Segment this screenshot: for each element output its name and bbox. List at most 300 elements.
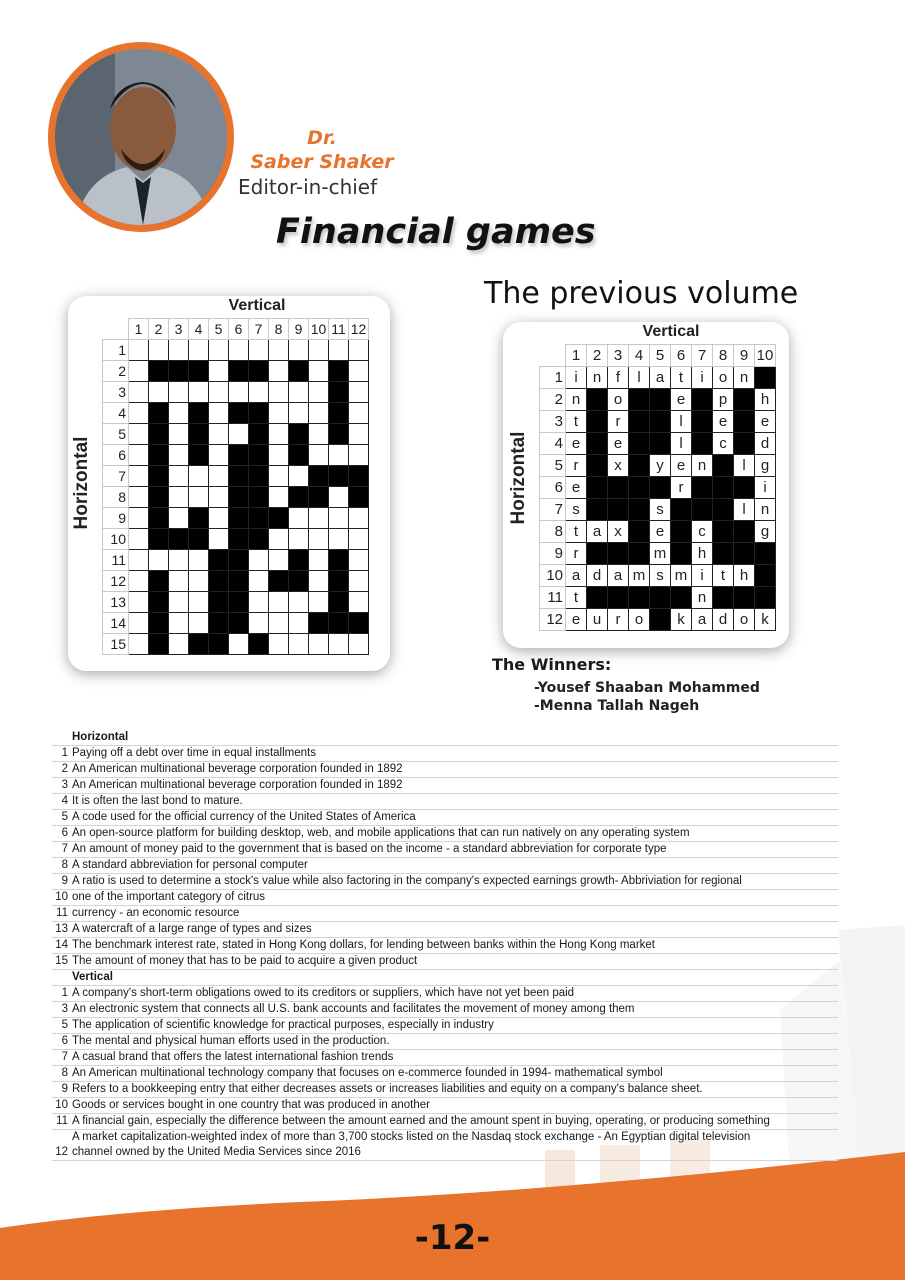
black-cell <box>671 521 692 543</box>
clue-number: 8 <box>61 859 68 871</box>
white-cell <box>169 445 189 466</box>
clue-text: The application of scientific knowledge for practical purposes, especially in industry <box>72 1019 494 1031</box>
black-cell <box>629 587 650 609</box>
clue-text: An electronic system that connects all U.S. bank accounts and facilitates the movement of money among them <box>72 1003 635 1015</box>
white-cell <box>309 403 329 424</box>
row-header: 9 <box>103 508 129 529</box>
black-cell <box>309 613 329 634</box>
column-header: 6 <box>671 345 692 367</box>
black-cell <box>229 613 249 634</box>
row-header: 11 <box>540 587 566 609</box>
clue-number: 8 <box>61 1067 68 1079</box>
white-cell <box>209 508 229 529</box>
white-cell <box>189 613 209 634</box>
clue-number: 9 <box>61 1083 68 1095</box>
black-cell <box>329 571 349 592</box>
black-cell <box>734 477 755 499</box>
black-cell <box>249 361 269 382</box>
letter-cell: c <box>713 433 734 455</box>
letter-cell: l <box>629 367 650 389</box>
row-header: 1 <box>540 367 566 389</box>
letter-cell: n <box>692 587 713 609</box>
white-cell <box>269 592 289 613</box>
black-cell <box>209 613 229 634</box>
clue-text: Refers to a bookkeeping entry that either decreases assets or increases liabilities and equity on a company's balance sheet. <box>72 1083 703 1095</box>
white-cell <box>229 382 249 403</box>
white-cell <box>329 445 349 466</box>
column-header: 4 <box>189 319 209 340</box>
letter-cell: s <box>650 565 671 587</box>
black-cell <box>734 389 755 411</box>
white-cell <box>189 592 209 613</box>
black-cell <box>229 361 249 382</box>
letter-cell: i <box>692 367 713 389</box>
black-cell <box>692 477 713 499</box>
white-cell <box>149 382 169 403</box>
letter-cell: l <box>671 411 692 433</box>
clue-number: 12 <box>55 1146 68 1158</box>
letter-cell: t <box>566 411 587 433</box>
letter-cell: e <box>713 411 734 433</box>
black-cell <box>329 550 349 571</box>
white-cell <box>169 592 189 613</box>
row-header: 2 <box>103 361 129 382</box>
clue-number: 2 <box>61 763 68 775</box>
black-cell <box>289 571 309 592</box>
white-cell <box>309 382 329 403</box>
white-cell <box>309 508 329 529</box>
white-cell <box>349 382 369 403</box>
clue-row <box>52 1066 838 1082</box>
white-cell <box>309 340 329 361</box>
white-cell <box>149 340 169 361</box>
vertical-clues <box>52 986 838 1161</box>
black-cell <box>349 613 369 634</box>
white-cell <box>289 466 309 487</box>
black-cell <box>169 529 189 550</box>
clue-row <box>52 938 838 954</box>
black-cell <box>149 424 169 445</box>
grid-corner <box>103 319 129 340</box>
white-cell <box>169 340 189 361</box>
black-cell <box>149 634 169 655</box>
column-header: 6 <box>229 319 249 340</box>
black-cell <box>755 565 776 587</box>
white-cell <box>309 550 329 571</box>
white-cell <box>309 592 329 613</box>
row-header: 10 <box>540 565 566 587</box>
black-cell <box>629 521 650 543</box>
footer-wave <box>0 1140 905 1280</box>
clue-heading-row <box>52 970 838 986</box>
white-cell <box>269 361 289 382</box>
horizontal-clues <box>52 746 838 970</box>
black-cell <box>189 634 209 655</box>
black-cell <box>629 477 650 499</box>
row-header: 3 <box>103 382 129 403</box>
clue-number: 6 <box>61 1035 68 1047</box>
black-cell <box>587 455 608 477</box>
white-cell <box>269 382 289 403</box>
letter-cell: t <box>713 565 734 587</box>
winner-name: -Menna Tallah Nageh <box>534 698 700 714</box>
black-cell <box>249 424 269 445</box>
black-cell <box>755 367 776 389</box>
letter-cell: u <box>587 609 608 631</box>
row-header: 7 <box>103 466 129 487</box>
clue-text: An American multinational technology company that focuses on e-commerce founded in 1994- mathematical symbol <box>72 1067 663 1079</box>
letter-cell: c <box>692 521 713 543</box>
black-cell <box>329 382 349 403</box>
black-cell <box>329 361 349 382</box>
black-cell <box>229 550 249 571</box>
white-cell <box>349 361 369 382</box>
white-cell <box>189 487 209 508</box>
black-cell <box>629 499 650 521</box>
editor-role: Editor-in-chief <box>238 175 378 199</box>
white-cell <box>169 487 189 508</box>
white-cell <box>129 613 149 634</box>
black-cell <box>650 389 671 411</box>
black-cell <box>149 403 169 424</box>
column-header: 2 <box>149 319 169 340</box>
black-cell <box>249 445 269 466</box>
black-cell <box>189 529 209 550</box>
black-cell <box>713 499 734 521</box>
letter-cell: t <box>566 521 587 543</box>
column-header: 12 <box>349 319 369 340</box>
letter-cell: x <box>608 521 629 543</box>
clue-row <box>52 1098 838 1114</box>
black-cell <box>734 543 755 565</box>
black-cell <box>629 543 650 565</box>
black-cell <box>608 543 629 565</box>
black-cell <box>289 361 309 382</box>
letter-cell: g <box>755 455 776 477</box>
letter-cell: e <box>755 411 776 433</box>
black-cell <box>671 587 692 609</box>
white-cell <box>289 613 309 634</box>
black-cell <box>229 445 249 466</box>
previous-crossword-grid <box>539 344 776 631</box>
clue-text: A standard abbreviation for personal computer <box>72 859 308 871</box>
letter-cell: l <box>734 455 755 477</box>
column-header: 5 <box>209 319 229 340</box>
clue-number: 1 <box>61 987 68 999</box>
clue-number: 10 <box>55 1099 68 1111</box>
white-cell <box>289 403 309 424</box>
row-header: 13 <box>103 592 129 613</box>
clue-row <box>52 1114 838 1130</box>
white-cell <box>349 403 369 424</box>
clue-text: Goods or services bought in one country that was produced in another <box>72 1099 430 1111</box>
clue-row <box>52 922 838 938</box>
clue-row <box>52 954 838 970</box>
grid-corner <box>540 345 566 367</box>
letter-cell: e <box>608 433 629 455</box>
winner-name: -Yousef Shaaban Mohammed <box>534 680 760 696</box>
white-cell <box>349 550 369 571</box>
letter-cell: e <box>650 521 671 543</box>
clue-number: 3 <box>61 1003 68 1015</box>
row-header: 15 <box>103 634 129 655</box>
white-cell <box>349 340 369 361</box>
letter-cell: m <box>650 543 671 565</box>
white-cell <box>329 508 349 529</box>
editor-avatar <box>48 42 234 232</box>
black-cell <box>189 508 209 529</box>
clue-number: 15 <box>55 955 68 967</box>
page-number: -12- <box>414 1218 491 1258</box>
letter-cell: n <box>692 455 713 477</box>
letter-cell: d <box>587 565 608 587</box>
winners-title: The Winners: <box>492 655 612 674</box>
white-cell <box>309 361 329 382</box>
white-cell <box>349 445 369 466</box>
letter-cell: l <box>734 499 755 521</box>
white-cell <box>309 571 329 592</box>
white-cell <box>129 361 149 382</box>
clue-row <box>52 794 838 810</box>
letter-cell: i <box>566 367 587 389</box>
column-header: 7 <box>249 319 269 340</box>
black-cell <box>629 433 650 455</box>
black-cell <box>587 433 608 455</box>
letter-cell: e <box>566 477 587 499</box>
clue-row <box>52 746 838 762</box>
white-cell <box>129 529 149 550</box>
white-cell <box>269 487 289 508</box>
black-cell <box>349 487 369 508</box>
column-header: 10 <box>755 345 776 367</box>
black-cell <box>289 424 309 445</box>
clue-number: 9 <box>61 875 68 887</box>
column-header: 10 <box>309 319 329 340</box>
column-header: 9 <box>289 319 309 340</box>
black-cell <box>149 529 169 550</box>
black-cell <box>309 487 329 508</box>
white-cell <box>249 382 269 403</box>
column-header: 8 <box>713 345 734 367</box>
black-cell <box>229 571 249 592</box>
black-cell <box>713 543 734 565</box>
letter-cell: i <box>755 477 776 499</box>
black-cell <box>229 487 249 508</box>
column-header: 3 <box>169 319 189 340</box>
white-cell <box>129 340 149 361</box>
black-cell <box>671 543 692 565</box>
black-cell <box>692 389 713 411</box>
white-cell <box>269 550 289 571</box>
row-header: 12 <box>103 571 129 592</box>
letter-cell: e <box>566 433 587 455</box>
black-cell <box>713 455 734 477</box>
clue-text: An American multinational beverage corporation founded in 1892 <box>72 763 403 775</box>
clue-text <box>68 1130 838 1160</box>
white-cell <box>189 571 209 592</box>
white-cell <box>269 340 289 361</box>
white-cell <box>289 634 309 655</box>
clue-heading-row <box>52 730 838 746</box>
black-cell <box>209 571 229 592</box>
letter-cell: r <box>608 411 629 433</box>
white-cell <box>129 592 149 613</box>
black-cell <box>289 487 309 508</box>
row-header: 10 <box>103 529 129 550</box>
clue-number: 5 <box>61 811 68 823</box>
black-cell <box>149 361 169 382</box>
row-header: 5 <box>540 455 566 477</box>
black-cell <box>629 455 650 477</box>
letter-cell: r <box>566 455 587 477</box>
horizontal-heading: Horizontal <box>72 731 129 743</box>
clue-number: 7 <box>61 843 68 855</box>
black-cell <box>692 433 713 455</box>
clue-number: 11 <box>56 1115 68 1127</box>
row-header: 8 <box>540 521 566 543</box>
black-cell <box>734 587 755 609</box>
black-cell <box>249 466 269 487</box>
letter-cell: e <box>671 389 692 411</box>
black-cell <box>189 403 209 424</box>
row-header: 2 <box>540 389 566 411</box>
letter-cell: n <box>755 499 776 521</box>
black-cell <box>629 411 650 433</box>
letter-cell: a <box>587 521 608 543</box>
clues-list <box>52 730 838 1161</box>
black-cell <box>249 487 269 508</box>
clue-row <box>52 826 838 842</box>
clue-number: 14 <box>55 939 68 951</box>
letter-cell: s <box>566 499 587 521</box>
white-cell <box>169 403 189 424</box>
white-cell <box>169 550 189 571</box>
black-cell <box>650 433 671 455</box>
white-cell <box>309 445 329 466</box>
black-cell <box>149 487 169 508</box>
white-cell <box>209 445 229 466</box>
clue-text: A company's short-term obligations owed to its creditors or suppliers, which have not yet been paid <box>72 987 575 999</box>
white-cell <box>209 529 229 550</box>
black-cell <box>587 477 608 499</box>
clue-row <box>52 1018 838 1034</box>
black-cell <box>209 634 229 655</box>
black-cell <box>587 389 608 411</box>
letter-cell: a <box>650 367 671 389</box>
editor-fullname: Saber Shaker <box>250 151 394 173</box>
clue-row <box>52 890 838 906</box>
column-header: 4 <box>629 345 650 367</box>
white-cell <box>269 445 289 466</box>
clue-row <box>52 1034 838 1050</box>
white-cell <box>169 571 189 592</box>
white-cell <box>349 592 369 613</box>
letter-cell: h <box>755 389 776 411</box>
letter-cell: k <box>755 609 776 631</box>
letter-cell: t <box>671 367 692 389</box>
black-cell <box>329 403 349 424</box>
white-cell <box>349 529 369 550</box>
black-cell <box>289 550 309 571</box>
white-cell <box>349 634 369 655</box>
black-cell <box>149 613 169 634</box>
black-cell <box>149 592 169 613</box>
clue-row <box>52 762 838 778</box>
letter-cell: d <box>713 609 734 631</box>
white-cell <box>289 508 309 529</box>
black-cell <box>229 403 249 424</box>
column-header: 3 <box>608 345 629 367</box>
white-cell <box>129 403 149 424</box>
black-cell <box>713 521 734 543</box>
black-cell <box>229 466 249 487</box>
clue-text: currency - an economic resource <box>72 907 240 919</box>
clue-text: The benchmark interest rate, stated in Hong Kong dollars, for lending between banks within the Hong Kong market <box>72 939 656 951</box>
letter-cell: h <box>734 565 755 587</box>
row-header: 5 <box>103 424 129 445</box>
white-cell <box>129 508 149 529</box>
letter-cell: y <box>650 455 671 477</box>
letter-cell: n <box>734 367 755 389</box>
black-cell <box>249 508 269 529</box>
black-cell <box>587 587 608 609</box>
white-cell <box>249 592 269 613</box>
clue-number: 4 <box>61 795 68 807</box>
clue-number: 13 <box>55 923 68 935</box>
row-header: 6 <box>540 477 566 499</box>
clue-row <box>52 842 838 858</box>
white-cell <box>149 550 169 571</box>
white-cell <box>209 466 229 487</box>
white-cell <box>329 340 349 361</box>
clue-row <box>52 778 838 794</box>
letter-cell: g <box>755 521 776 543</box>
new-crossword-grid <box>102 318 369 655</box>
white-cell <box>249 550 269 571</box>
letter-cell: r <box>566 543 587 565</box>
white-cell <box>169 466 189 487</box>
black-cell <box>209 592 229 613</box>
white-cell <box>229 340 249 361</box>
black-cell <box>692 499 713 521</box>
black-cell <box>650 477 671 499</box>
clue-text: The mental and physical human efforts used in the production. <box>72 1035 390 1047</box>
letter-cell: i <box>692 565 713 587</box>
page-title: Financial games <box>276 212 596 252</box>
white-cell <box>129 424 149 445</box>
black-cell <box>671 499 692 521</box>
white-cell <box>129 487 149 508</box>
white-cell <box>329 634 349 655</box>
black-cell <box>189 361 209 382</box>
white-cell <box>269 613 289 634</box>
column-header: 1 <box>566 345 587 367</box>
new-crossword-card <box>68 296 390 671</box>
white-cell <box>209 403 229 424</box>
clue-number: 6 <box>61 827 68 839</box>
black-cell <box>149 571 169 592</box>
white-cell <box>169 508 189 529</box>
black-cell <box>713 587 734 609</box>
black-cell <box>269 571 289 592</box>
letter-cell: o <box>608 389 629 411</box>
row-header: 1 <box>103 340 129 361</box>
column-header: 8 <box>269 319 289 340</box>
white-cell <box>289 529 309 550</box>
letter-cell: t <box>566 587 587 609</box>
clue-text: A code used for the official currency of the United States of America <box>72 811 416 823</box>
black-cell <box>629 389 650 411</box>
